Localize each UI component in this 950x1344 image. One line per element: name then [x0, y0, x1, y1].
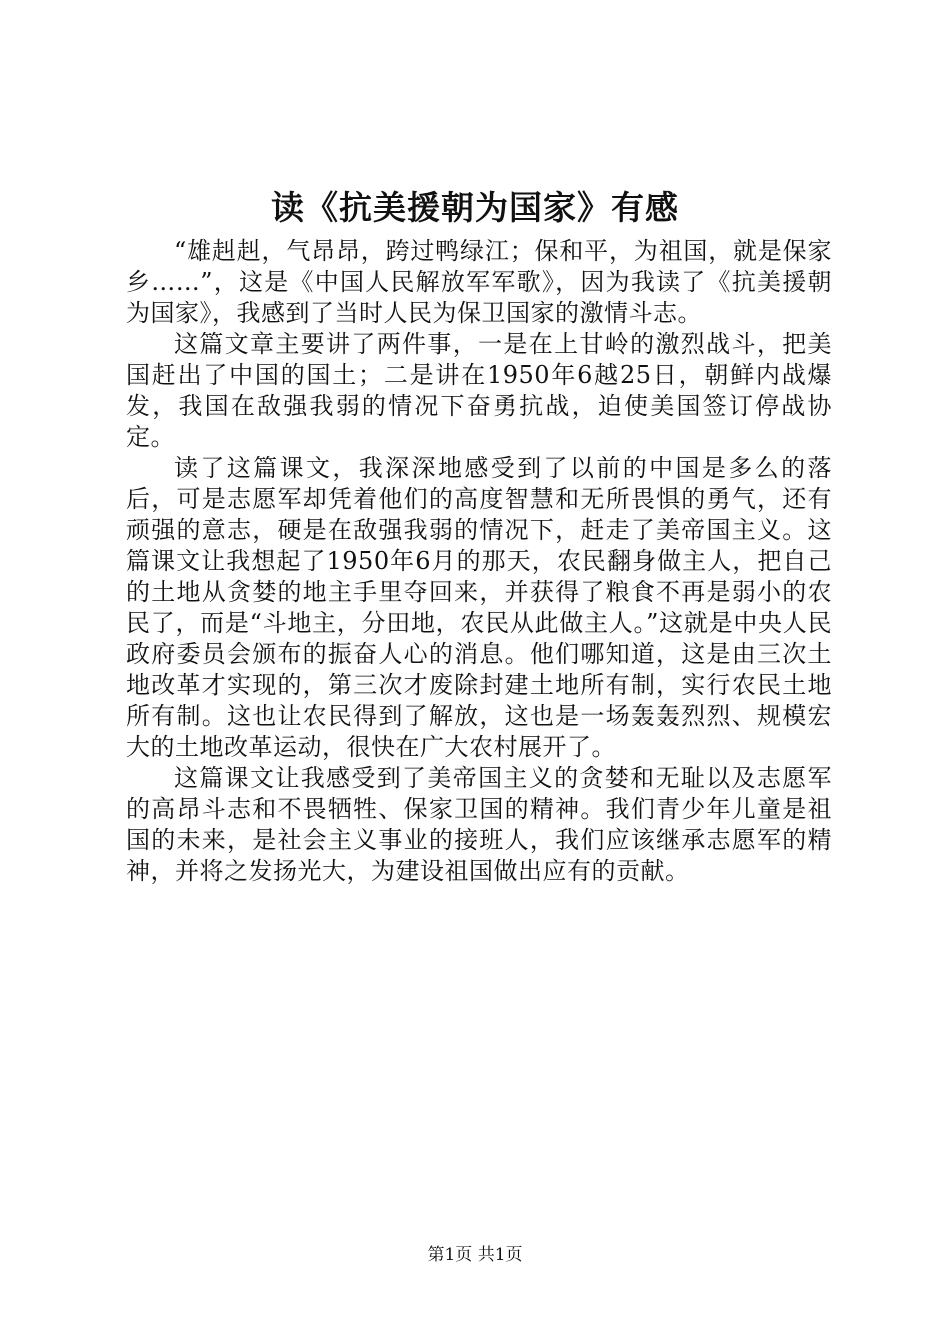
article-body: [126, 236, 832, 887]
page-number-footer: 第1页 共1页: [427, 1245, 523, 1265]
paragraph-4: 这篇课文让我感受到了美帝国主义的贪婪和无耻以及志愿军的高昂斗志和不畏牺牲、保家卫国的精神。我们青少年儿童是祖国的未来，是社会主义事业的接班人，我们应该继承志愿军的精神，并将之发扬光大，为建设祖国做出应有的贡献。: [126, 764, 832, 885]
paragraph-3: 读了这篇课文，我深深地感受到了以前的中国是多么的落后，可是志愿军却凭着他们的高度智慧和无所畏惧的勇气，还有顽强的意志，硬是在敌强我弱的情况下，赶走了美帝国主义。这篇课文让我想起了1950年6月的那天，农民翻身做主人，把自己的土地从贪婪的地主手里夺回来，并获得了粮食不再是弱小的农民了，而是“斗地主，分田地，农民从此做主人。”这就是中央人民政府委员会颁布的振奋人心的消息。他们哪知道，这是由三次土地改革才实现的，第三次才废除封建土地所有制，实行农民土地所有制。这也让农民得到了解放，这也是一场轰轰烈烈、规模宏大的土地改革运动，很快在广大农村展开了。: [126, 454, 832, 761]
paragraph-1: “雄赳赳，气昂昂，跨过鸭绿江；保和平，为祖国，就是保家乡……”，这是《中国人民解放军军歌》，因为我读了《抗美援朝为国家》，我感到了当时人民为保卫国家的激情斗志。: [126, 237, 832, 327]
page-title: 读《抗美援朝为国家》有感: [271, 188, 679, 227]
paragraph-2: 这篇文章主要讲了两件事，一是在上甘岭的激烈战斗，把美国赶出了中国的国土；二是讲在1950年6越25日，朝鲜内战爆发，我国在敌强我弱的情况下奋勇抗战，迫使美国签订停战协定。: [126, 330, 832, 451]
